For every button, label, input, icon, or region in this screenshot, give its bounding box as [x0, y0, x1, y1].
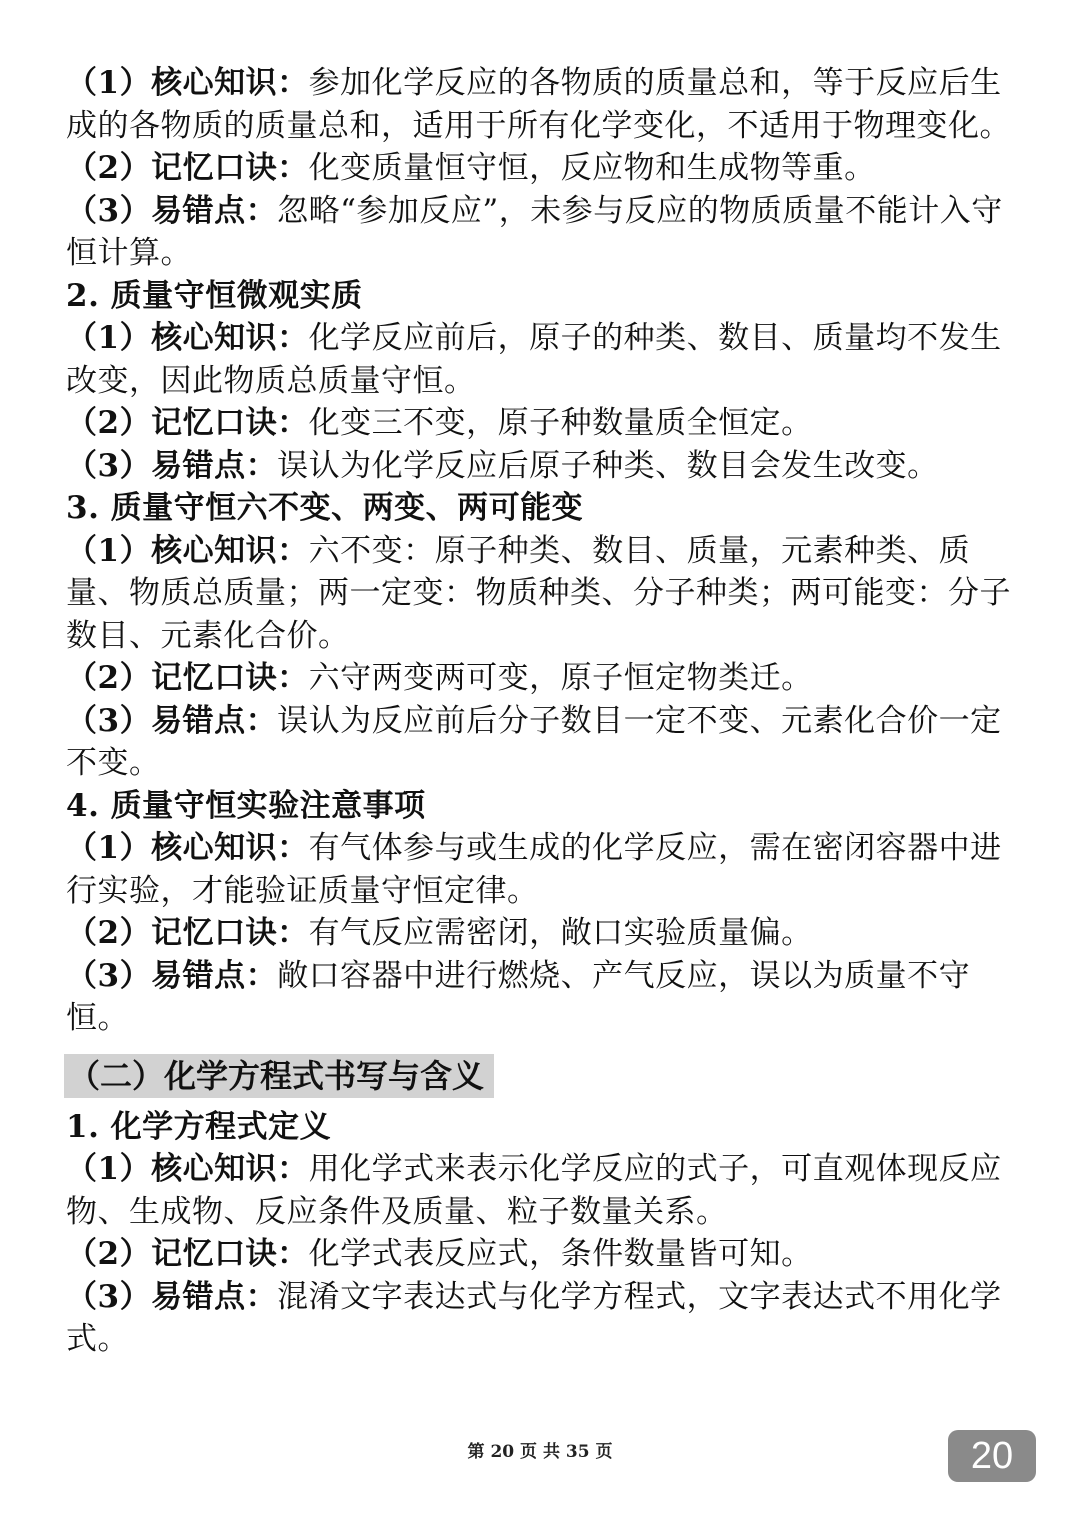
knowledge-item: [66, 62, 1016, 147]
item-lead: （1）核心知识：: [66, 1151, 309, 1187]
item-text: 六不变：原子种类、数目、质量，元素种类、质量、物质总质量；两一定变：物质种类、分子种类；两可能变：分子数目、元素化合价。: [66, 532, 1011, 654]
section-heading: （二）化学方程式书写与含义: [64, 1054, 494, 1098]
item-lead: （1）核心知识：: [66, 830, 309, 866]
knowledge-item: [66, 912, 1016, 955]
item-lead: （3）易错点：: [66, 1278, 278, 1315]
item-text: 化学反应前后，原子的种类、数目、质量均不发生改变，因此物质总质量守恒。: [66, 320, 1002, 399]
item-text: 六守两变两可变，原子恒定物类迁。: [308, 660, 813, 696]
section-heading-row: [66, 1040, 1016, 1106]
item-text: 参加化学反应的各物质的质量总和，等于反应后生成的各物质的质量总和，适用于所有化学变化，不适用于物理变化。: [66, 65, 1011, 144]
document-body: [66, 62, 1016, 1361]
item-lead: （3）易错点：: [66, 447, 278, 484]
knowledge-item: [66, 190, 1016, 275]
item-text: 化变质量恒守恒，反应物和生成物等重。: [308, 150, 876, 186]
topic-heading: 4. 质量守恒实验注意事项: [66, 787, 426, 824]
knowledge-item: [66, 657, 1016, 700]
item-lead: （2）记忆口诀：: [66, 915, 309, 951]
item-text: 用化学式来表示化学反应的式子，可直观体现反应物、生成物、反应条件及质量、粒子数量关系。: [66, 1151, 1002, 1230]
knowledge-item: [66, 827, 1016, 912]
knowledge-item: [66, 530, 1016, 658]
knowledge-item: [66, 147, 1016, 190]
item-text: 敞口容器中进行燃烧、产气反应，误以为质量不守恒。: [66, 957, 971, 1036]
item-text: 忽略“参加反应”，未参与反应的物质质量不能计入守恒计算。: [66, 192, 1003, 271]
item-text: 有气反应需密闭，敞口实验质量偏。: [308, 915, 813, 951]
topic-heading: 3. 质量守恒六不变、两变、两可能变: [66, 490, 584, 526]
item-text: 误认为化学反应后原子种类、数目会发生改变。: [277, 447, 939, 484]
item-text: 误认为反应前后分子数目一定不变、元素化合价一定不变。: [66, 702, 1002, 781]
knowledge-item: [66, 1276, 1016, 1361]
item-lead: （1）核心知识：: [66, 65, 309, 101]
knowledge-item: [66, 317, 1016, 402]
item-lead: （2）记忆口诀：: [66, 660, 309, 696]
page-footer: 第 20 页 共 35 页: [467, 1442, 613, 1462]
knowledge-item: [66, 1148, 1016, 1233]
item-lead: （3）易错点：: [66, 702, 278, 739]
item-lead: （1）核心知识：: [66, 532, 309, 569]
knowledge-item: [66, 1233, 1016, 1276]
item-lead: （2）记忆口诀：: [66, 1236, 309, 1272]
knowledge-item: [66, 700, 1016, 785]
knowledge-item: [66, 955, 1016, 1040]
item-lead: （2）记忆口诀：: [66, 150, 309, 186]
item-lead: （2）记忆口诀：: [66, 405, 309, 441]
topic-heading: 1. 化学方程式定义: [66, 1108, 332, 1145]
knowledge-item: [66, 445, 1016, 488]
item-lead: （3）易错点：: [66, 957, 278, 994]
item-text: 化学式表反应式，条件数量皆可知。: [308, 1236, 813, 1272]
item-lead: （1）核心知识：: [66, 320, 309, 356]
page-number-badge: 20: [948, 1430, 1036, 1482]
item-text: 化变三不变，原子种数量质全恒定。: [308, 405, 813, 441]
knowledge-item: [66, 402, 1016, 445]
topic-heading: 2. 质量守恒微观实质: [66, 277, 363, 314]
item-text: 混淆文字表达式与化学方程式，文字表达式不用化学式。: [66, 1278, 1002, 1357]
item-lead: （3）易错点：: [66, 192, 278, 229]
item-text: 有气体参与或生成的化学反应，需在密闭容器中进行实验，才能验证质量守恒定律。: [66, 830, 1002, 909]
